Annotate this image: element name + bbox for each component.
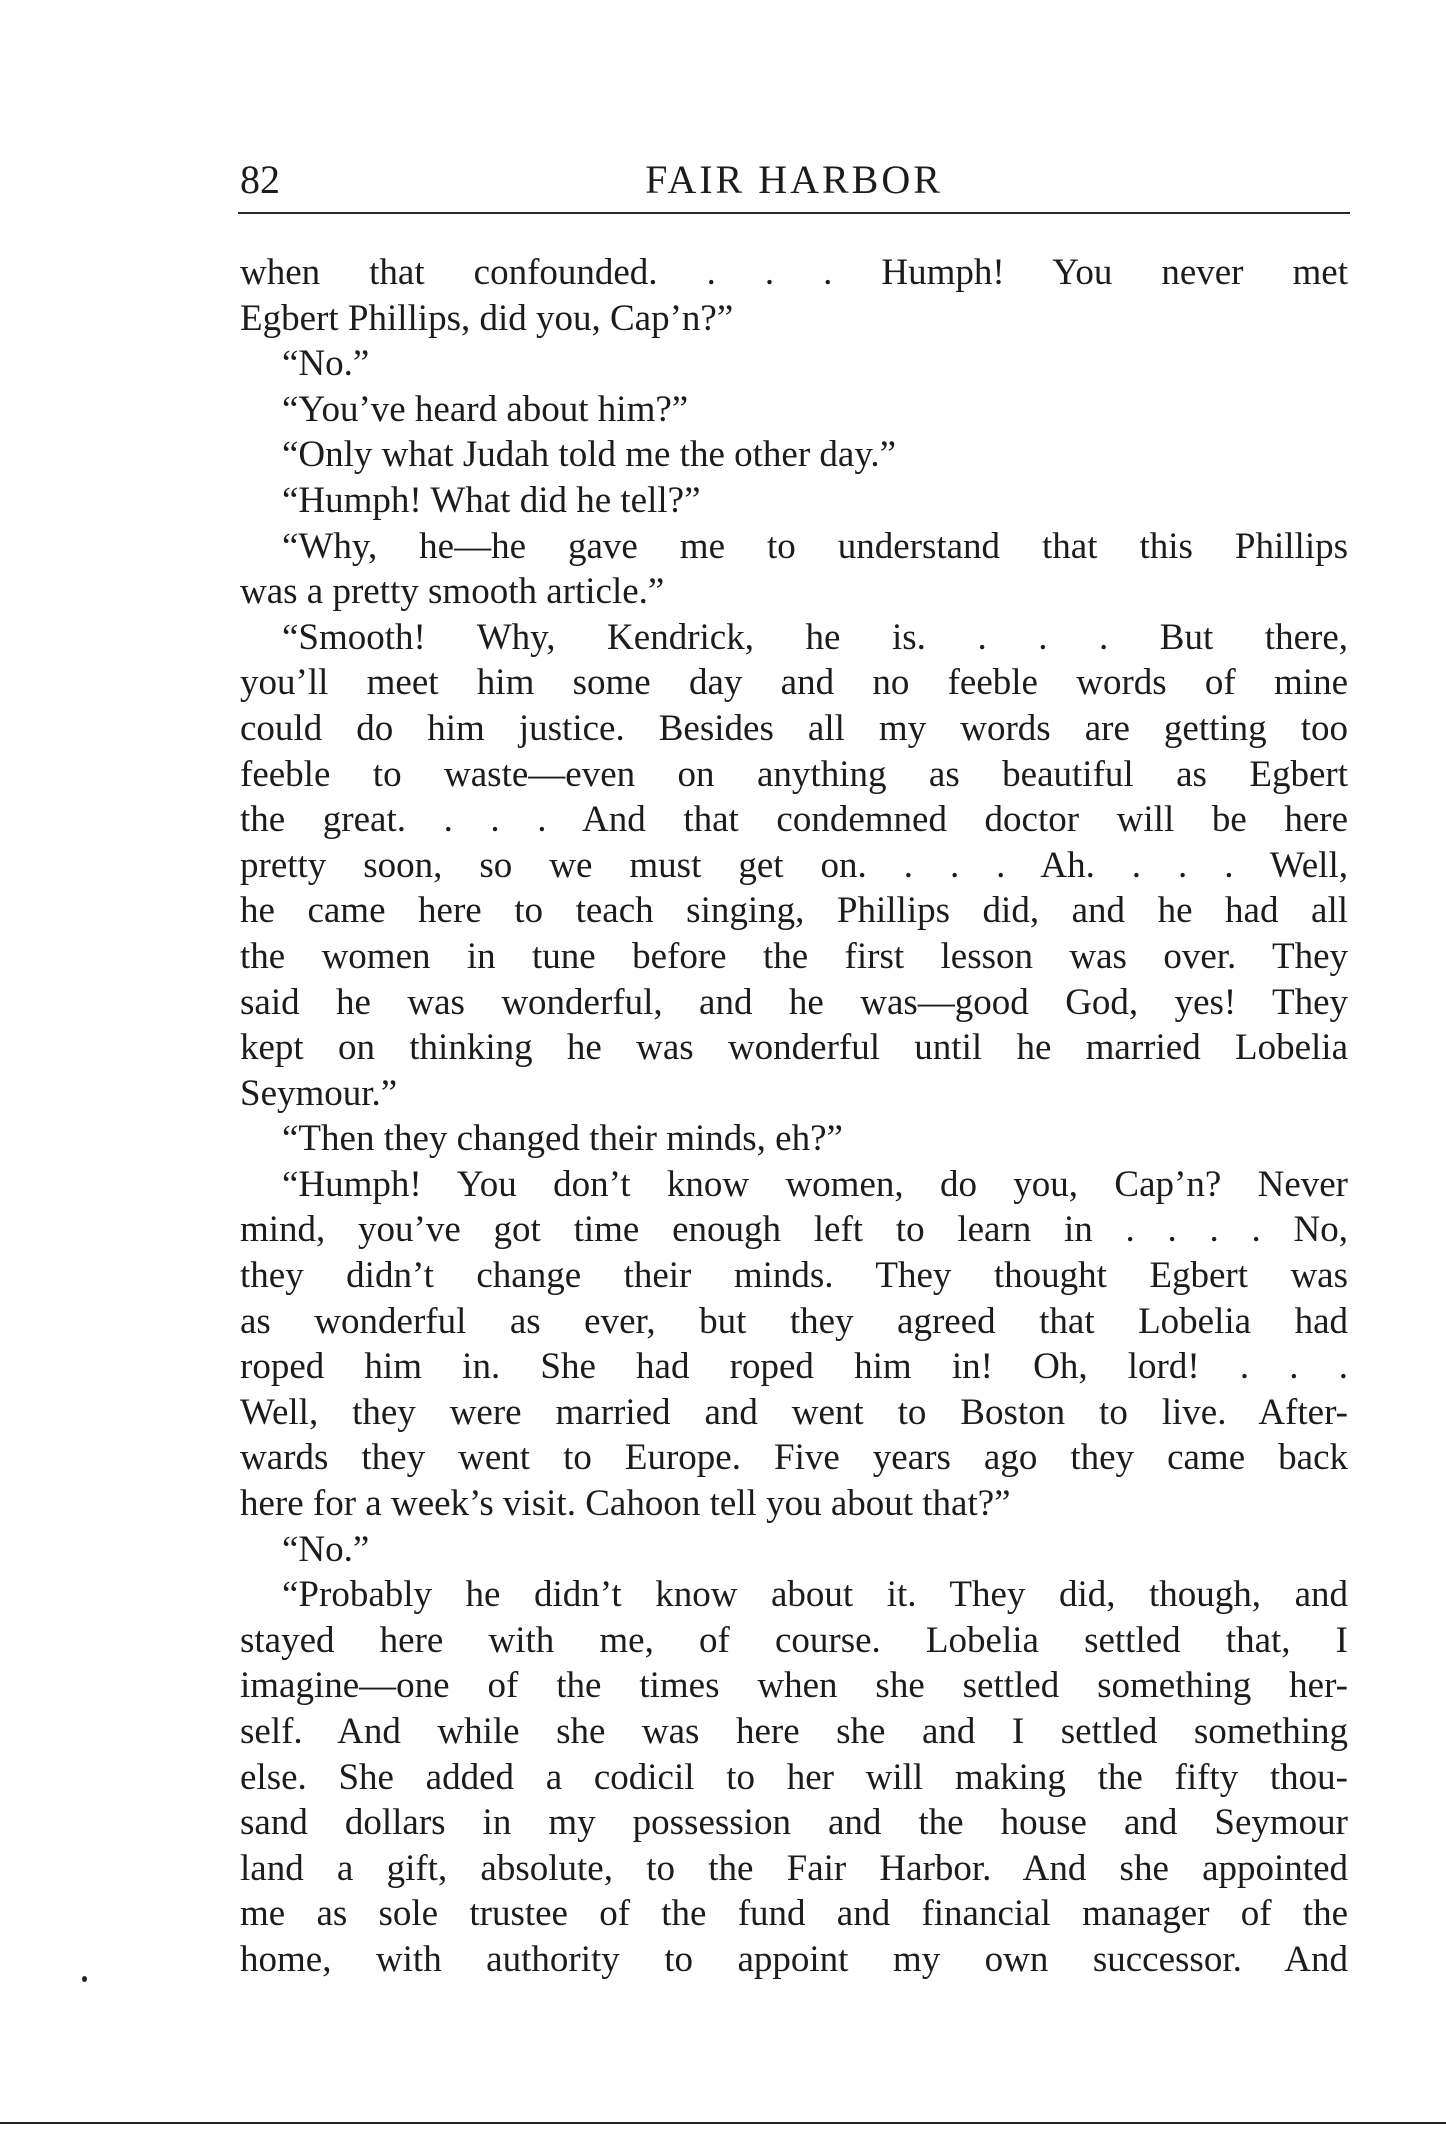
text-line: the great. . . . And that condemned doctor will be here [240,799,1348,841]
text-line: sand dollars in my possession and the house and Seymour [240,1802,1348,1844]
text-line: could do him justice. Besides all my words are getting too [240,707,1348,749]
text-line: the women in tune before the first lesson was over. They [240,935,1348,977]
text-line: here for a week’s visit. Cahoon tell you about that?” [240,1483,1011,1525]
text-line: feeble to waste—even on anything as beautiful as Egbert [240,753,1348,795]
text-line: as wonderful as ever, but they agreed that Lobelia had [240,1300,1348,1342]
text-line: when that confounded. . . . Humph! You never met [240,252,1348,293]
text-line: mind, you’ve got time enough left to learn in . . . . No, [240,1209,1348,1251]
text-line: “Only what Judah told me the other day.” [282,434,897,476]
header-rule [238,212,1350,214]
text-line: land a gift, absolute, to the Fair Harbor. And she appointed [240,1847,1348,1889]
text-line: “Humph! You don’t know women, do you, Cap’n? Never [282,1163,1348,1205]
body-text [240,250,1348,1983]
text-line: you’ll meet him some day and no feeble words of mine [240,662,1348,704]
margin-mark [82,1976,87,1982]
text-line: self. And while she was here she and I settled something [240,1711,1348,1752]
text-line: “No.” [282,1528,370,1570]
text-line: home, with authority to appoint my own successor. And [240,1938,1348,1980]
bottom-rule [0,2122,1446,2124]
text-line: Seymour.” [240,1072,398,1114]
text-line: imagine—one of the times when she settled something her- [240,1665,1348,1707]
text-line: Well, they were married and went to Boston to live. After- [240,1391,1348,1433]
running-head: FAIR HARBOR [645,157,943,202]
text-line: was a pretty smooth article.” [240,571,665,613]
text-line: kept on thinking he was wonderful until he married Lobelia [240,1027,1348,1069]
text-line: “Then they changed their minds, eh?” [282,1118,843,1160]
text-line: me as sole trustee of the fund and financial manager of the [240,1893,1348,1935]
text-line: else. She added a codicil to her will making the fifty thou- [240,1756,1348,1798]
text-line: roped him in. She had roped him in! Oh, lord! . . . [240,1346,1348,1388]
text-line: pretty soon, so we must get on. . . . Ah. . . . Well, [240,844,1348,886]
text-line: “You’ve heard about him?” [282,388,689,430]
text-line: said he was wonderful, and he was—good God, yes! They [240,981,1348,1023]
text-line: stayed here with me, of course. Lobelia settled that, I [240,1619,1348,1661]
text-line: Egbert Phillips, did you, Cap’n?” [240,297,734,339]
text-line: “Probably he didn’t know about it. They did, though, and [282,1574,1348,1616]
text-line: “Smooth! Why, Kendrick, he is. . . . But there, [282,616,1348,658]
text-line: “Why, he—he gave me to understand that this Phillips [282,525,1348,567]
page-number: 82 [240,157,280,202]
text-line: he came here to teach singing, Phillips did, and he had all [240,890,1348,932]
text-line: they didn’t change their minds. They thought Egbert was [240,1255,1348,1297]
text-line: wards they went to Europe. Five years ago they came back [240,1437,1348,1479]
text-line: “No.” [282,343,370,385]
text-line: “Humph! What did he tell?” [282,479,701,521]
